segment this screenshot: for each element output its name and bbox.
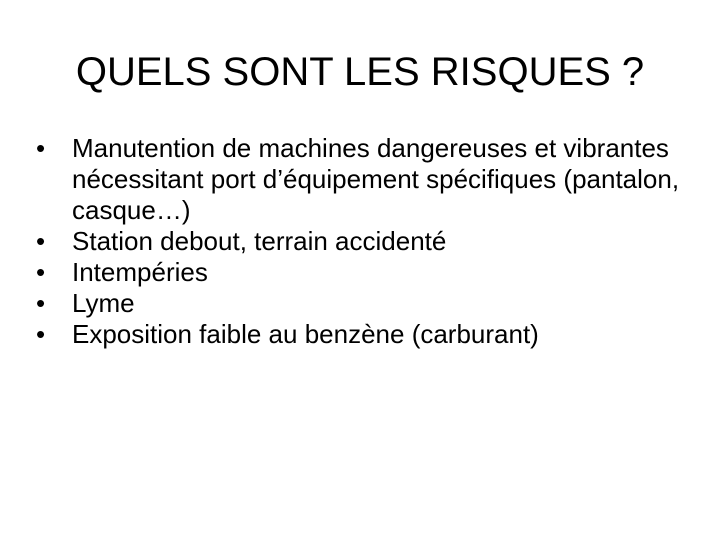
list-item: [36, 226, 686, 257]
bullet-text: Intempéries: [72, 257, 208, 287]
slide-title: QUELS SONT LES RISQUES ?: [75, 50, 645, 94]
list-item: [36, 319, 686, 350]
bullet-icon: •: [36, 319, 46, 349]
bullet-icon: •: [36, 257, 46, 287]
list-item: [36, 257, 686, 288]
bullet-list: [36, 133, 686, 350]
bullet-text: Station debout, terrain accidenté: [72, 226, 447, 256]
bullet-text: Exposition faible au benzène (carburant): [72, 319, 539, 349]
bullet-icon: •: [36, 288, 46, 318]
bullet-icon: •: [36, 133, 46, 163]
bullet-icon: •: [36, 226, 46, 256]
list-item: [36, 133, 686, 226]
bullet-text: Manutention de machines dangereuses et vibrantes nécessitant port d’équipement spécifiques (pantalon, casque…): [72, 133, 680, 225]
list-item: [36, 288, 686, 319]
bullet-text: Lyme: [72, 288, 135, 318]
